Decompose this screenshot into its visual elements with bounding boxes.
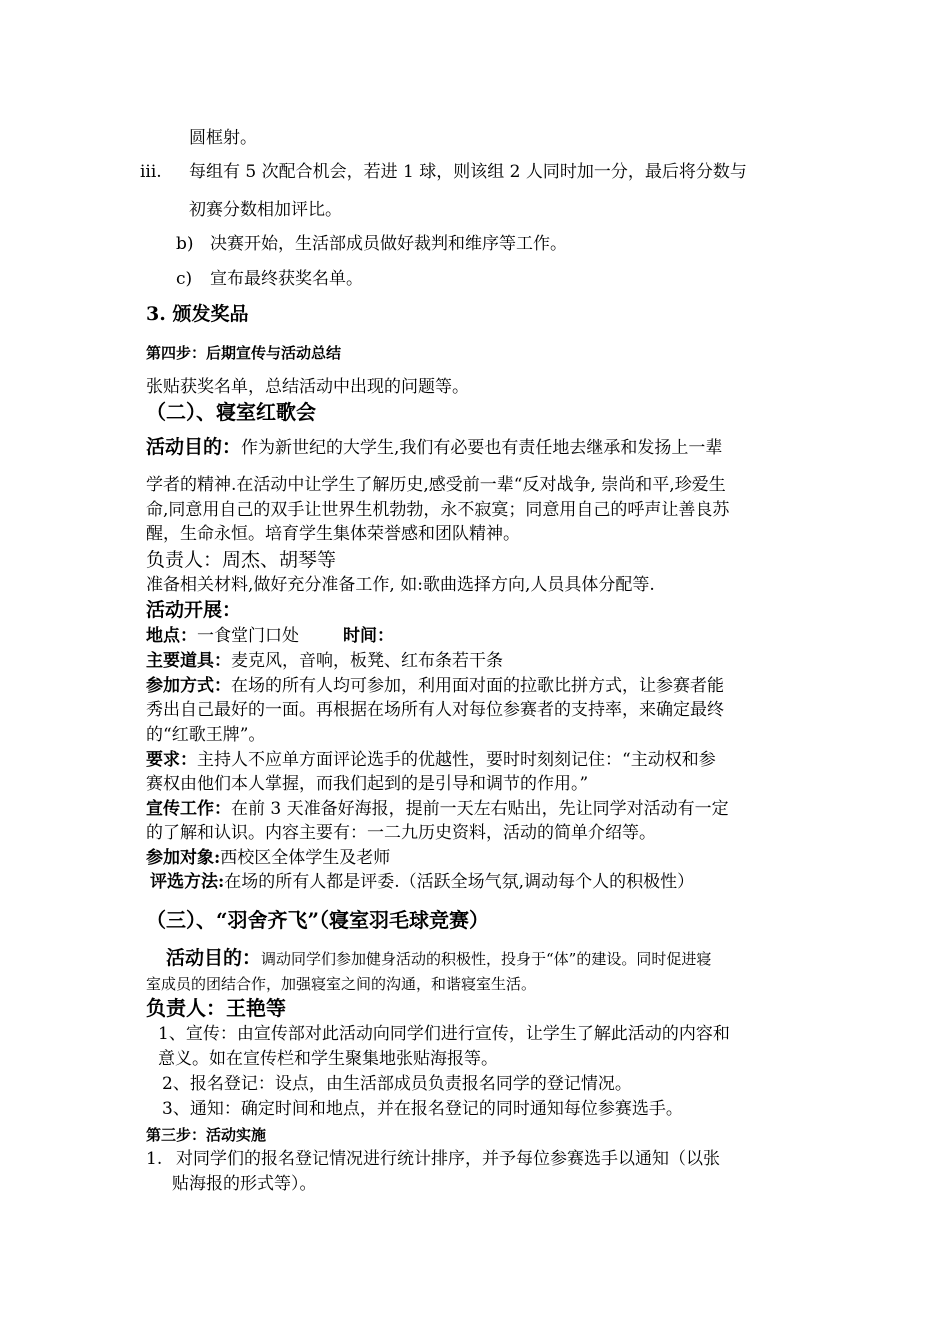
- join-label: 参加方式：: [146, 676, 231, 696]
- step4-heading: 第四步：后期宣传与活动总结: [146, 344, 342, 362]
- list-item-iii: [140, 161, 747, 183]
- sec2-promo: [146, 798, 729, 820]
- props-label: 主要道具：: [146, 651, 231, 671]
- heading-award: 3. 颁发奖品: [146, 303, 249, 325]
- sec3-leader: 负责人：王艳等: [146, 996, 286, 1020]
- sec2-place-time: [146, 625, 394, 647]
- join-text: 在场的所有人均可参加，利用面对面的拉歌比拼方式，让参赛者能: [231, 676, 724, 696]
- place-value: 一食堂门口处: [197, 626, 299, 646]
- purpose-label: 活动目的：: [166, 947, 262, 969]
- sec2-props: [146, 650, 503, 672]
- sec3-purpose: [166, 947, 711, 970]
- list-text: 宣布最终获奖名单。: [210, 269, 363, 289]
- promo-text: 在前 3 天准备好海报，提前一天左右贴出，先让同学对活动有一定: [231, 799, 729, 819]
- list-marker: 1.: [146, 1149, 163, 1169]
- list-marker: iii.: [140, 162, 162, 182]
- sec2-requirement: [146, 749, 716, 771]
- purpose-text: 调动同学们参加健身活动的积极性，投身于“体”的建设。同时促进寝: [261, 950, 712, 968]
- place-label: 地点：: [146, 626, 197, 646]
- list-text-continued: 初赛分数相加评比。: [189, 200, 342, 220]
- sec3-item1: 1、宣传：由宣传部对此活动向同学们进行宣传，让学生了解此活动的内容和: [158, 1024, 730, 1044]
- paragraph-continuation: 圆框射。: [189, 128, 257, 148]
- sec2-join: [146, 675, 724, 697]
- sec3-item2: 2、报名登记：设点，由生活部成员负责报名同学的登记情况。: [162, 1074, 632, 1094]
- time-label: 时间：: [343, 626, 394, 646]
- sec2-join-line2: 秀出自己最好的一面。再根据在场所有人对每位参赛者的支持率，来确定最终: [146, 700, 724, 720]
- purpose-text: 作为新世纪的大学生,我们有必要也有责任地去继承和发扬上一辈: [241, 438, 723, 458]
- sec2-purpose: [146, 436, 722, 459]
- sec3-purpose-line2: 室成员的团结合作，加强寝室之间的沟通，和谐寝室生活。: [146, 975, 537, 993]
- sec3-step3-heading: 第三步：活动实施: [146, 1126, 267, 1144]
- target-value: 西校区全体学生及老师: [220, 848, 391, 868]
- props-value: 麦克风，音响，板凳、红布条若干条: [231, 651, 503, 671]
- sec2-activity-heading: 活动开展：: [146, 599, 242, 621]
- list-text: 决赛开始，生活部成员做好裁判和维序等工作。: [210, 234, 567, 254]
- sec2-prep: 准备相关材料,做好充分准备工作, 如:歌曲选择方向,人员具体分配等.: [146, 575, 655, 595]
- list-item-c: [176, 268, 363, 290]
- section3-title: （三）、“羽舍齐飞”（寝室羽毛球竞赛）: [146, 908, 490, 932]
- sec2-promo-line2: 的了解和认识。内容主要有：一二九历史资料，活动的简单介绍等。: [146, 823, 656, 843]
- sec2-target: [146, 847, 390, 869]
- sec3-step-item1-line2: 贴海报的形式等）。: [172, 1174, 317, 1194]
- sec2-purpose-line4: 醒，生命永恒。培育学生集体荣誉感和团队精神。: [146, 524, 520, 544]
- sec2-leader: 负责人：周杰、胡琴等: [146, 549, 337, 571]
- sec2-purpose-line2: 学者的精神.在活动中让学生了解历史,感受前一辈“反对战争, 崇尚和平,珍爱生: [146, 475, 726, 495]
- req-label: 要求：: [146, 750, 197, 770]
- list-marker: b): [176, 234, 194, 254]
- step4-text: 张贴获奖名单，总结活动中出现的问题等。: [146, 377, 469, 397]
- target-label: 参加对象:: [146, 848, 221, 868]
- list-text: 对同学们的报名登记情况进行统计排序，并予每位参赛选手以通知（以张: [176, 1149, 720, 1169]
- sec2-requirement-line2: 赛权由他们本人掌握，而我们起到的是引导和调节的作用。”: [146, 774, 589, 794]
- sec2-evaluation: [150, 871, 694, 893]
- sec3-item1-line2: 意义。如在宣传栏和学生聚集地张贴海报等。: [158, 1049, 498, 1069]
- sec3-step-item1: [146, 1148, 720, 1170]
- promo-label: 宣传工作：: [146, 799, 231, 819]
- list-item-b: [176, 233, 567, 255]
- list-text: 每组有 5 次配合机会，若进 1 球，则该组 2 人同时加一分，最后将分数与: [189, 162, 747, 182]
- purpose-label: 活动目的：: [146, 436, 242, 458]
- list-marker: c): [176, 269, 193, 289]
- req-text: 主持人不应单方面评论选手的优越性，要时时刻刻记住：“主动权和参: [197, 750, 716, 770]
- eval-label: 评选方法:: [150, 872, 225, 892]
- sec2-join-line3: 的“红歌王牌”。: [146, 725, 266, 745]
- sec2-purpose-line3: 命,同意用自己的双手让世界生机勃勃，永不寂寞；同意用自己的呼声让善良苏: [146, 500, 730, 520]
- sec3-item3: 3、通知：确定时间和地点，并在报名登记的同时通知每位参赛选手。: [162, 1099, 683, 1119]
- section2-title: （二）、寝室红歌会: [146, 400, 316, 424]
- eval-text: 在场的所有人都是评委.（活跃全场气氛,调动每个人的积极性）: [224, 872, 695, 892]
